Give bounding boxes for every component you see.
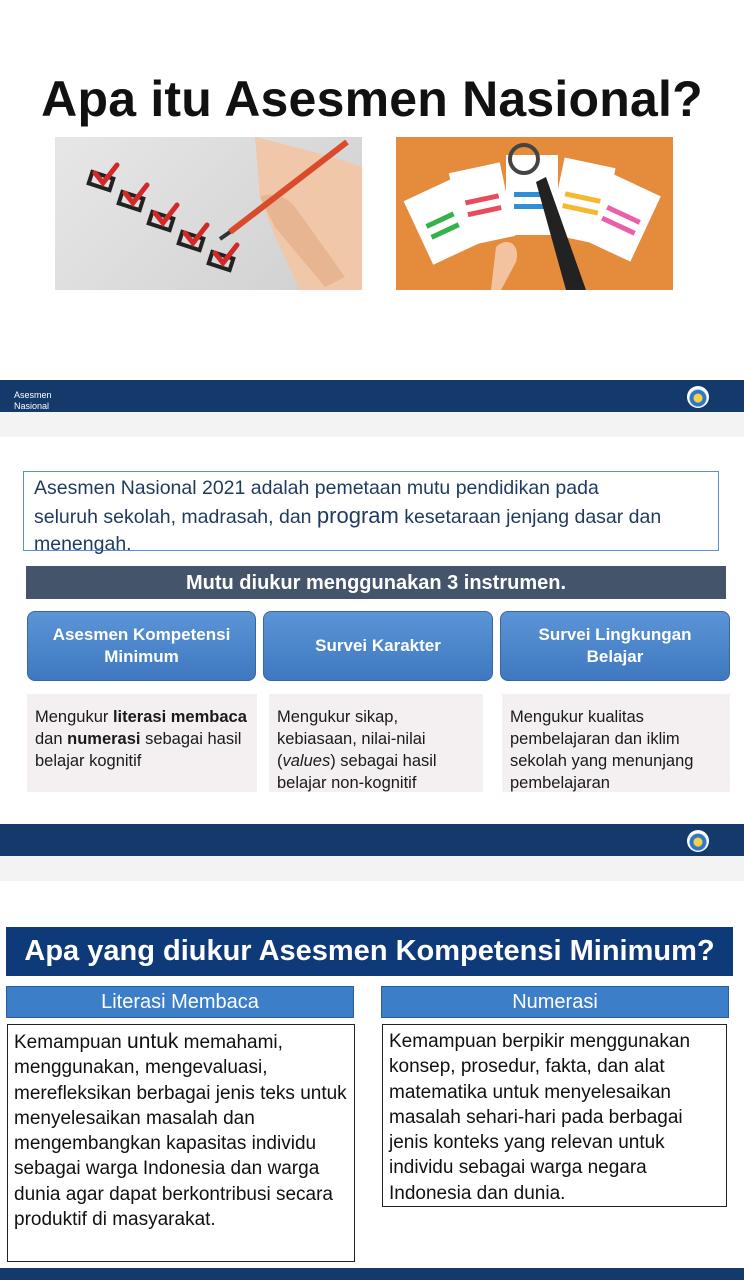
literasi-text: Kemampuan	[14, 1032, 128, 1053]
instrument-survei-karakter-button	[263, 611, 493, 681]
resume-review-image	[396, 137, 673, 290]
instrument-label: Survei Lingkungan Belajar	[538, 625, 692, 666]
literasi-definition-box	[7, 1024, 355, 1262]
definition-line-1: Asesmen Nasional 2021 adalah pemetaan mutu pendidikan pada	[34, 477, 599, 499]
instrument-akm-description	[27, 694, 257, 792]
instruments-header: Mutu diukur menggunakan 3 instrumen.	[26, 566, 726, 599]
definition-word-program: program	[316, 503, 399, 528]
definition-line-2a: seluruh sekolah, madrasah, dan	[34, 506, 317, 528]
page-title: Apa itu Asesmen Nasional?	[41, 71, 703, 127]
instrument-survei-karakter-description	[269, 694, 483, 792]
desc-text: Mengukur	[35, 708, 113, 726]
desc-italic-values: values	[282, 752, 331, 770]
desc-text: Mengukur kualitas pembelajaran dan iklim sekolah yang menunjang pembelajaran	[510, 708, 694, 792]
literasi-text: memahami, menggunakan, mengevaluasi, merefleksikan berbagai jenis teks untuk menyelesaikan masalah dan mengembangkan kapasitas individu sebagai warga Indonesia dan warga dunia agar dapat berkontribusi secara produktif di masyarakat.	[14, 1032, 347, 1231]
akm-section-title: Apa yang diukur Asesmen Kompetensi Minimum?	[6, 927, 733, 976]
slide-footer-bar	[0, 824, 744, 856]
desc-text: Mengukur sikap, kebiasaan, nilai-nilai (	[277, 708, 426, 770]
instrument-label: Survei Karakter	[315, 636, 441, 655]
checklist-image	[55, 137, 362, 290]
slide-subheader-strip	[0, 412, 744, 437]
definition-line-2b: kesetaraan jenjang dasar dan	[398, 506, 662, 528]
slide-header-bar	[0, 380, 744, 412]
desc-text: dan	[35, 730, 68, 748]
ministry-logo-icon	[687, 386, 709, 408]
literasi-header: Literasi Membaca	[6, 986, 354, 1018]
bottom-bar	[0, 1268, 744, 1280]
instrument-survei-lingkungan-button	[500, 611, 730, 681]
definition-box	[23, 471, 719, 555]
desc-bold-literasi: literasi membaca	[112, 708, 247, 726]
desc-text: ) sebagai hasil belajar non-kognitif	[277, 752, 437, 792]
desc-bold-numerasi: numerasi	[67, 730, 141, 748]
instrument-akm-button	[27, 611, 256, 681]
desc-text: sebagai hasil belajar kognitif	[35, 730, 242, 770]
numerasi-text: Kemampuan berpikir menggunakan konsep, prosedur, fakta, dan alat matematika untuk menyelesaikan masalah sehari-hari pada berbagai jenis konteks yang relevan untuk individu sebagai warga negara Indonesia dan dunia.	[389, 1031, 691, 1204]
definition-line-3: menengah.	[34, 533, 132, 555]
slide-footer-strip	[0, 856, 744, 881]
instrument-label: Asesmen Kompetensi Minimum	[52, 625, 231, 666]
slide-header-label: Asesmen Nasional	[14, 390, 52, 411]
literasi-word-untuk: untuk	[127, 1030, 179, 1053]
numerasi-header: Numerasi	[381, 986, 729, 1018]
ministry-logo-icon	[687, 830, 709, 852]
numerasi-definition-box	[382, 1024, 727, 1207]
instrument-survei-lingkungan-description	[502, 694, 730, 792]
